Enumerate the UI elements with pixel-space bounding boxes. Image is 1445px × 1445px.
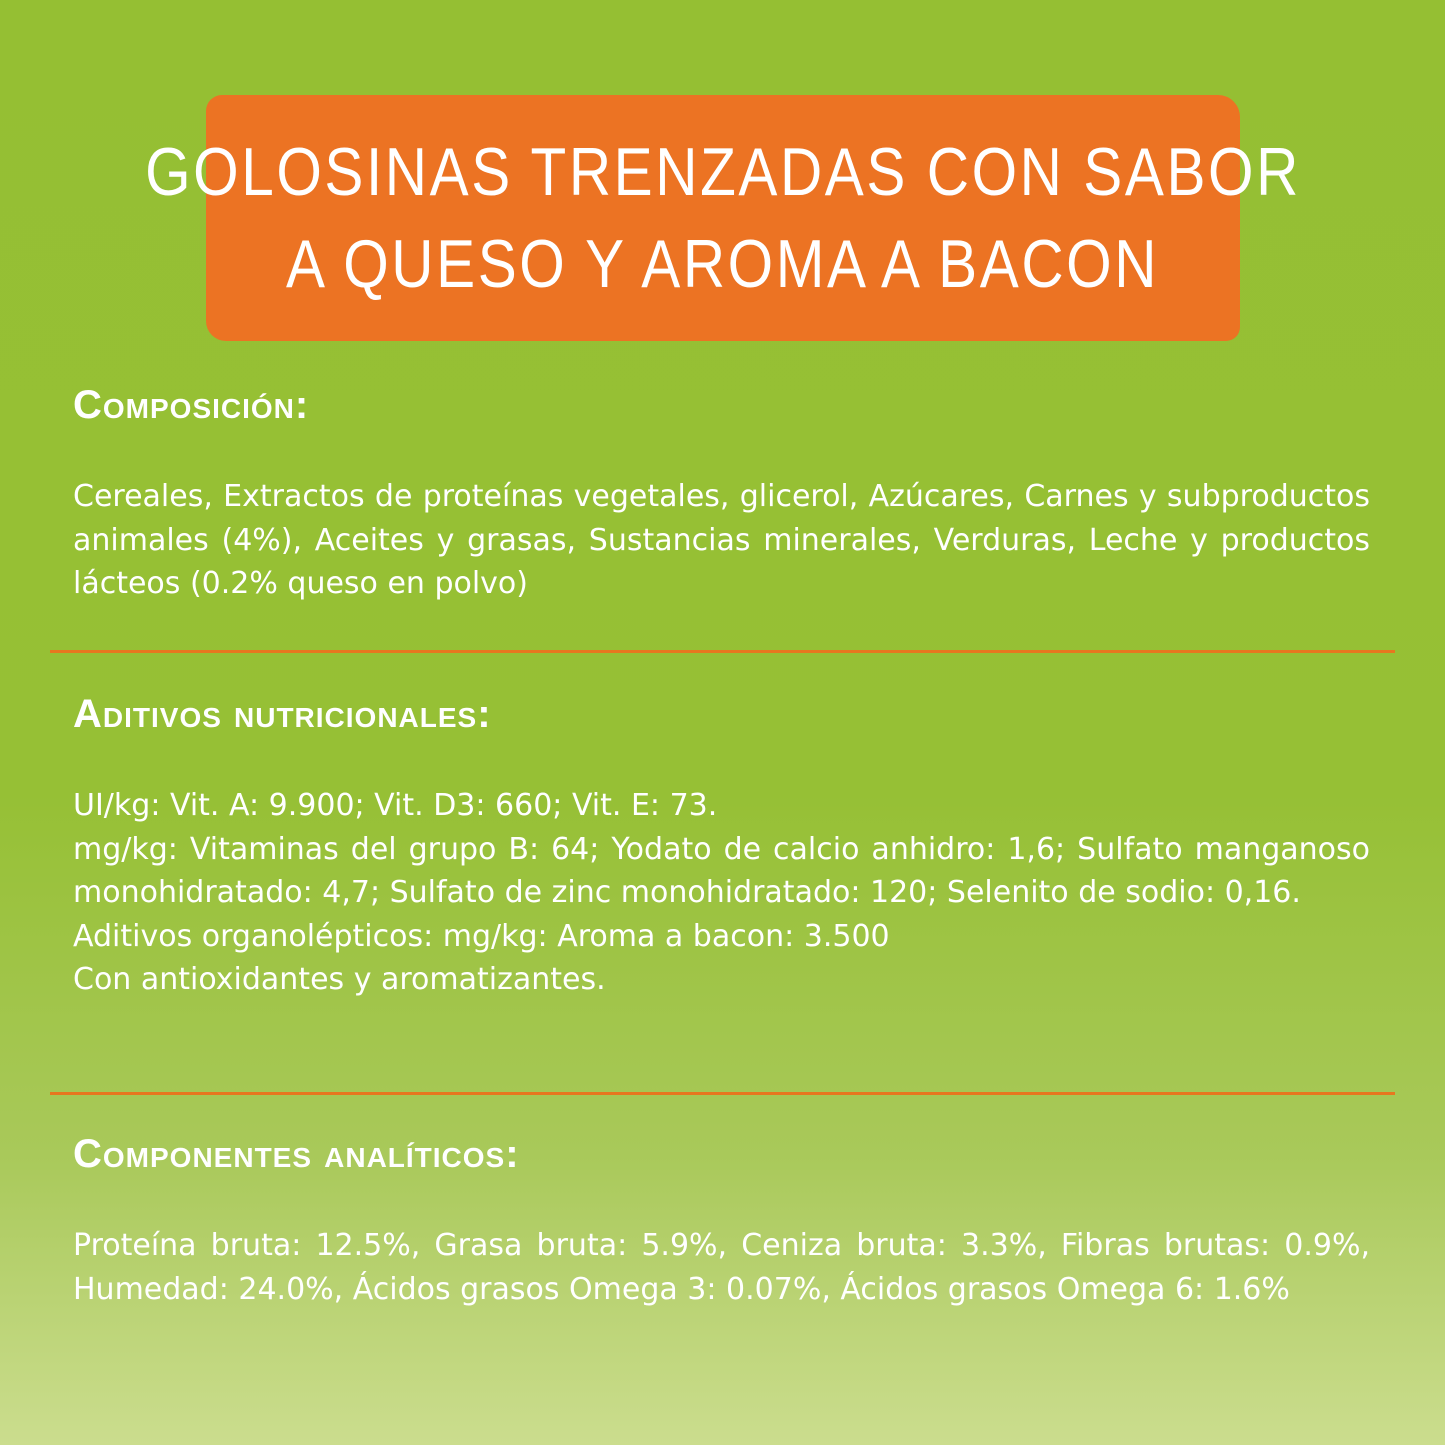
additives-heading: Aditivos nutricionales: (73, 692, 492, 736)
additives-antioxidants: Con antioxidantes y aromatizantes. (73, 962, 606, 997)
composition-text: Cereales, Extractos de proteínas vegetales, glicerol, Azúcares, Carnes y subproductos animales (4%), Aceites y grasas, Sustancias minerales, Verduras, Leche y productos lácteos (0.2% queso en polvo) (73, 479, 1370, 601)
additives-organoleptic: Aditivos organolépticos: mg/kg: Aroma a bacon: 3.500 (73, 918, 890, 954)
composition-heading: Composición: (73, 383, 310, 427)
section-divider-2 (50, 1092, 1395, 1095)
analytics-heading: Componentes analíticos: (73, 1132, 520, 1176)
title-line-2: A QUESO Y AROMA A BACON (286, 226, 1160, 302)
composition-section (73, 383, 1370, 606)
analytics-text: Proteína bruta: 12.5%, Grasa bruta: 5.9%, Ceniza bruta: 3.3%, Fibras brutas: 0.9%, Humedad: 24.0%, Ácidos grasos Omega 3: 0.07%, Ácidos grasos Omega 6: 1.6% (73, 1228, 1370, 1307)
additives-vitamins-ui: UI/kg: Vit. A: 9.900; Vit. D3: 660; Vit. E: 73. (73, 788, 718, 823)
title-banner (145, 95, 1301, 341)
additives-section (73, 692, 1370, 1002)
section-divider-1 (50, 650, 1395, 653)
title-line-1: GOLOSINAS TRENZADAS CON SABOR (145, 134, 1301, 210)
additives-trace-elements: mg/kg: Vitaminas del grupo B: 64; Yodato de calcio anhidro: 1,6; Sulfato manganoso monohidratado: 4,7; Sulfato de zinc monohidratado: 120; Selenito de sodio: 0,16. (73, 831, 1370, 910)
analytics-section (73, 1132, 1370, 1311)
